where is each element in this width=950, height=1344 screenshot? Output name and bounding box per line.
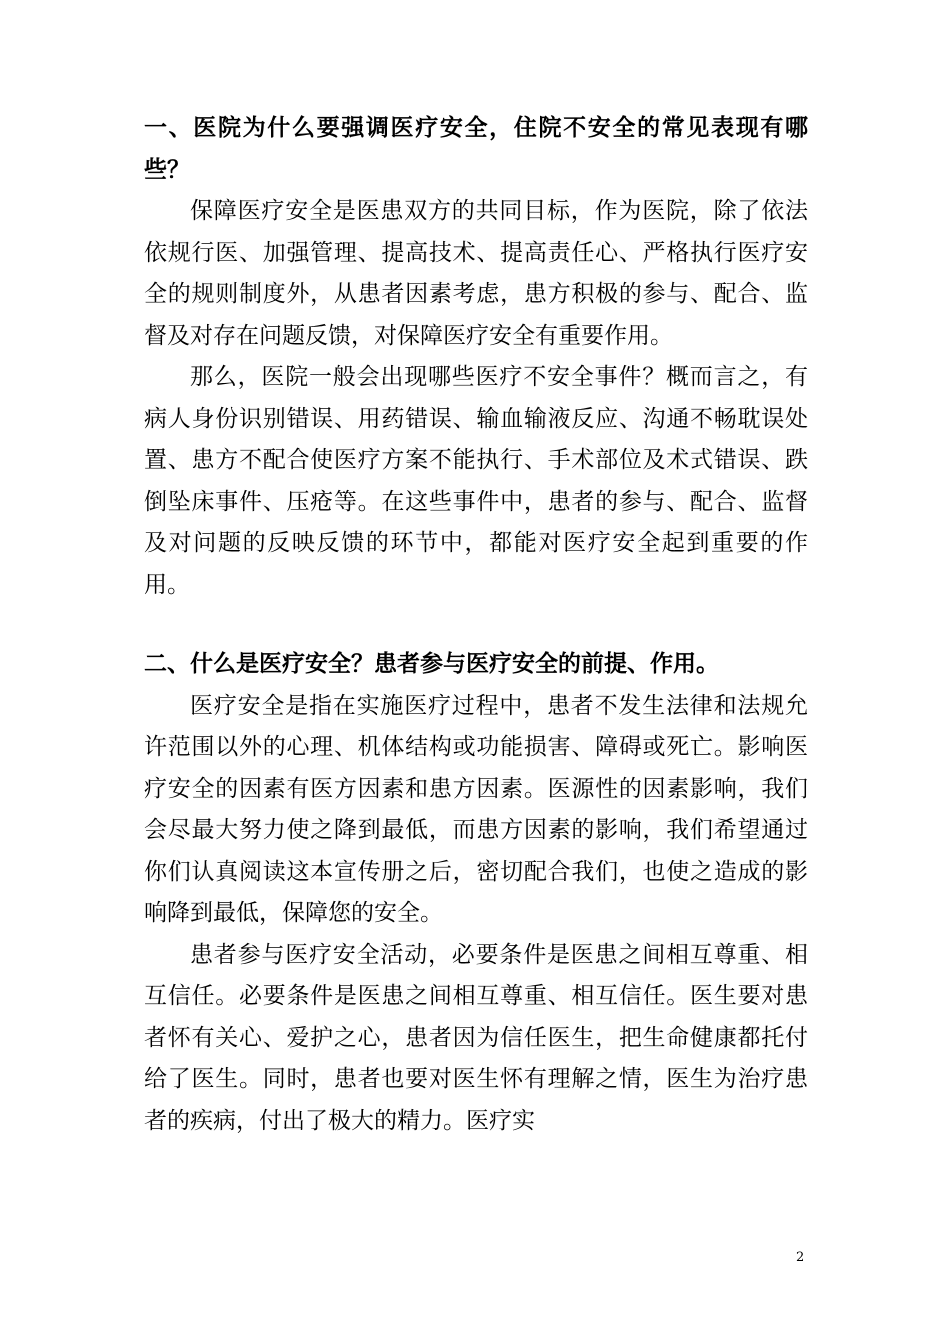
document-page	[144, 108, 808, 1142]
section-1-paragraph-1: 保障医疗安全是医患双方的共同目标，作为医院，除了依法依规行医、加强管理、提高技术、提高责任心、严格执行医疗安全的规则制度外，从患者因素考虑，患方积极的参与、配合、监督及对存在问题反馈，对保障医疗安全有重要作用。	[144, 198, 808, 349]
section-1-paragraph-2: 那么，医院一般会出现哪些医疗不安全事件？概而言之，有病人身份识别错误、用药错误、输血输液反应、沟通不畅耽误处置、患方不配合使医疗方案不能执行、手术部位及术式错误、跌倒坠床事件、压疮等。在这些事件中，患者的参与、配合、监督及对问题的反映反馈的环节中，都能对医疗安全起到重要的作用。	[144, 364, 808, 598]
section-2-paragraph-1: 医疗安全是指在实施医疗过程中，患者不发生法律和法规允许范围以外的心理、机体结构或功能损害、障碍或死亡。影响医疗安全的因素有医方因素和患方因素。医源性的因素影响，我们会尽最大努力使之降到最低，而患方因素的影响，我们希望通过你们认真阅读这本宣传册之后，密切配合我们，也使之造成的影响降到最低，保障您的安全。	[144, 692, 808, 926]
page-number: 2	[796, 1250, 805, 1265]
section-2-heading: 二、什么是医疗安全？患者参与医疗安全的前提、作用。	[144, 651, 719, 677]
section-2-paragraph-2: 患者参与医疗安全活动，必要条件是医患之间相互尊重、相互信任。必要条件是医患之间相互尊重、相互信任。医生要对患者怀有关心、爱护之心，患者因为信任医生，把生命健康都托付给了医生。同时，患者也要对医生怀有理解之情，医生为治疗患者的疾病，付出了极大的精力。医疗实	[144, 941, 808, 1134]
section-gap	[144, 606, 808, 644]
section-1-heading: 一、医院为什么要强调医疗安全，住院不安全的常见表现有哪些？	[144, 115, 808, 183]
